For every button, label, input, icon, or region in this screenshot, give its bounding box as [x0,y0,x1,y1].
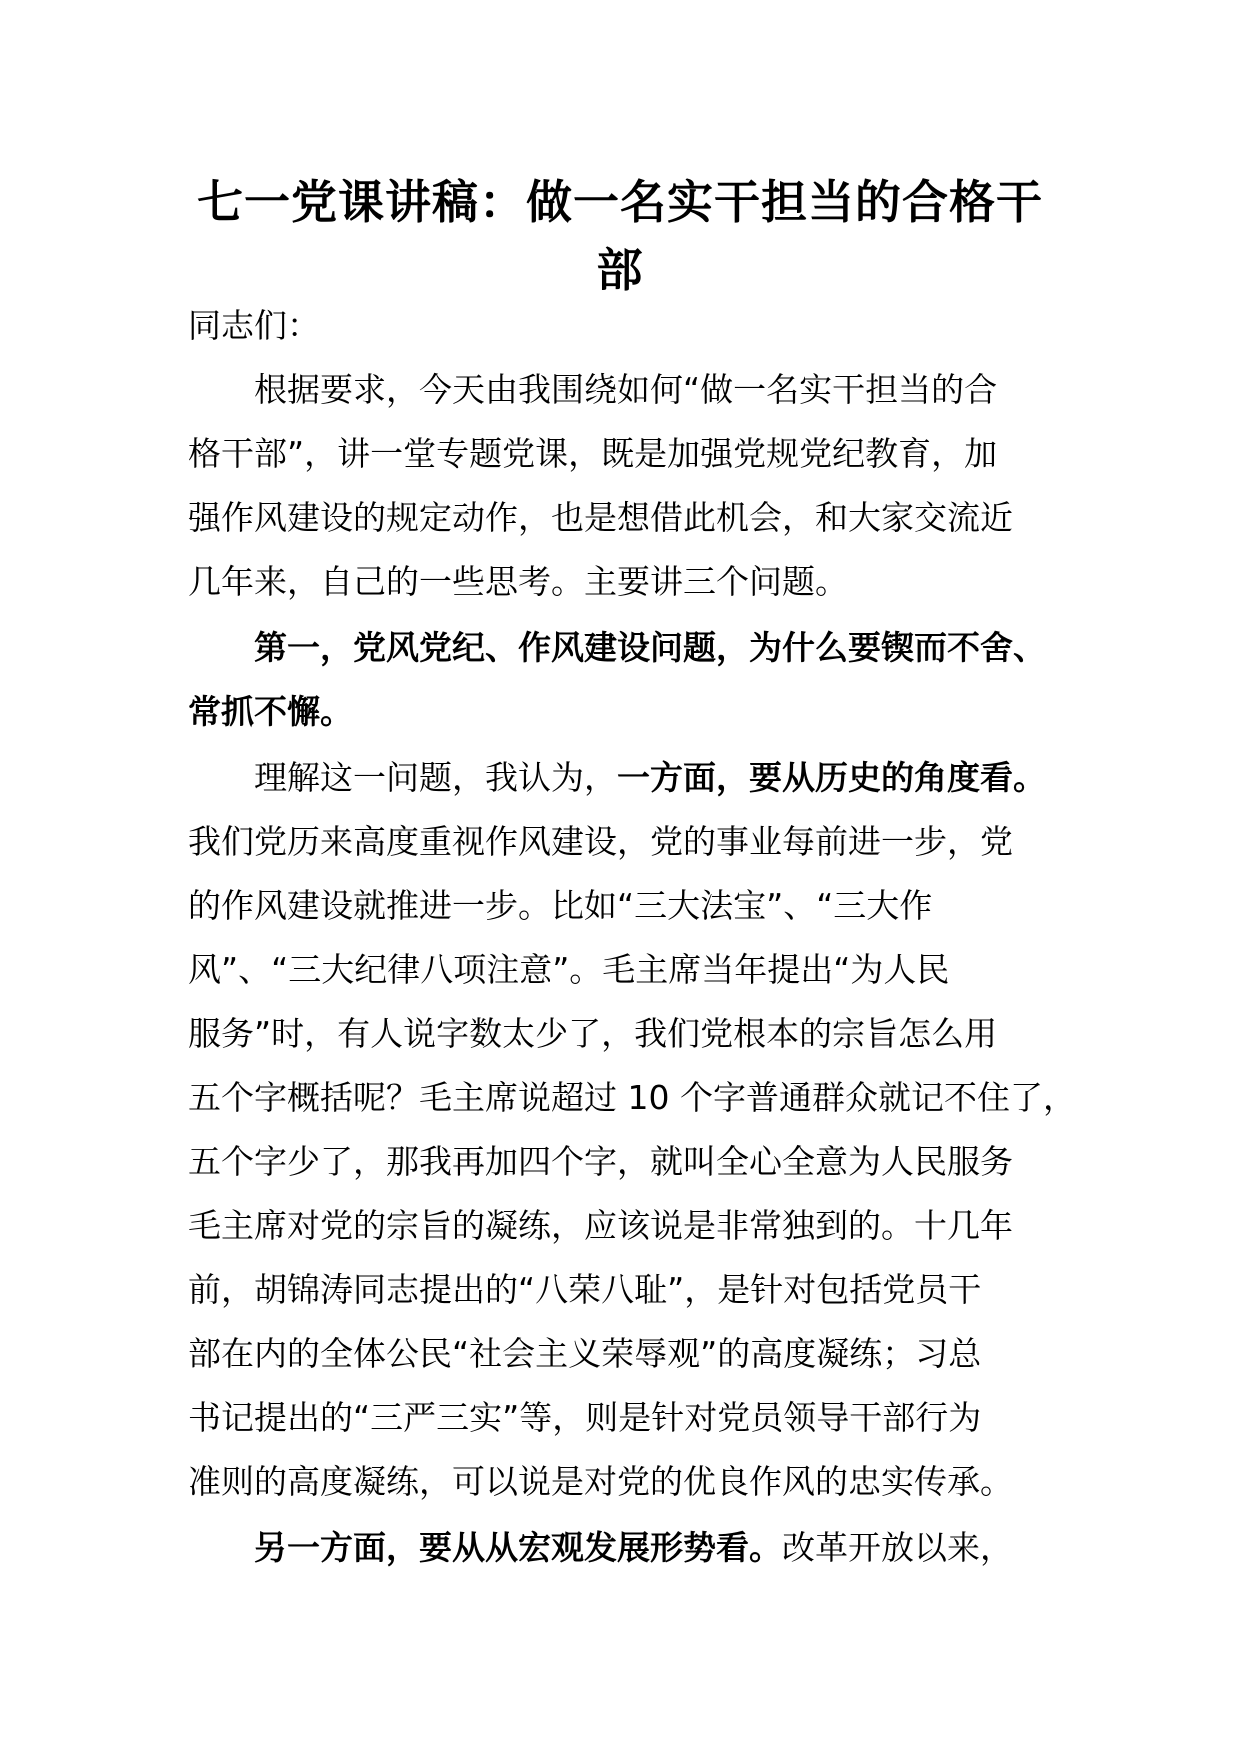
document-title [180,168,1060,304]
paragraph-line: 毛主席对党的宗旨的凝练，应该说是非常独到的。十几年 [188,1206,1013,1245]
paragraph-line: 准则的高度凝练，可以说是对党的优良作风的忠实传承。 [188,1462,1013,1501]
title-line-1: 七一党课讲稿：做一名实干担当的合格干 [197,175,1043,229]
paragraph-line: 我们党历来高度重视作风建设，党的事业每前进一步，党 [188,822,1013,861]
paragraph-line [254,1528,1013,1568]
paragraph-line: 部在内的全体公民“社会主义荣辱观”的高度凝练；习总 [188,1334,982,1373]
paragraph-line: 强作风建设的规定动作，也是想借此机会，和大家交流近 [188,498,1013,537]
paragraph-line: 风”、“三大纪律八项注意”。毛主席当年提出“为人民 [188,950,950,989]
paragraph-line: 格干部”，讲一堂专题党课，既是加强党规党纪教育，加 [188,434,998,473]
emphasis-text: 一方面，要从历史的角度看。 [617,758,1046,797]
paragraph-line: 服务”时，有人说字数太少了，我们党根本的宗旨怎么用 [188,1014,998,1053]
title-line-2: 部 [596,243,644,297]
section-heading-line: 常抓不懈。 [188,692,353,731]
section-heading-line: 第一，党风党纪、作风建设问题，为什么要锲而不舍、 [254,628,1046,667]
paragraph-line: 的作风建设就推进一步。比如“三大法宝”、“三大作 [188,886,933,925]
plain-text: 理解这一问题，我认为， [254,758,617,797]
paragraph-line: 根据要求，今天由我围绕如何“做一名实干担当的合 [254,370,998,409]
paragraph-line: 五个字少了，那我再加四个字，就叫全心全意为人民服务 [188,1142,1013,1181]
paragraph-line: 几年来，自己的一些思考。主要讲三个问题。 [188,562,848,601]
paragraph-line: 五个字概括呢？毛主席说超过 10 个字普通群众就记不住了， [188,1078,1076,1117]
salutation: 同志们： [188,306,320,345]
plain-text: 改革开放以来， [782,1528,1013,1567]
paragraph-line [254,758,1046,798]
emphasis-text: 另一方面，要从从宏观发展形势看。 [254,1528,782,1567]
paragraph-line: 书记提出的“三严三实”等，则是针对党员领导干部行为 [188,1398,982,1437]
paragraph-line: 前，胡锦涛同志提出的“八荣八耻”，是针对包括党员干 [188,1270,982,1309]
